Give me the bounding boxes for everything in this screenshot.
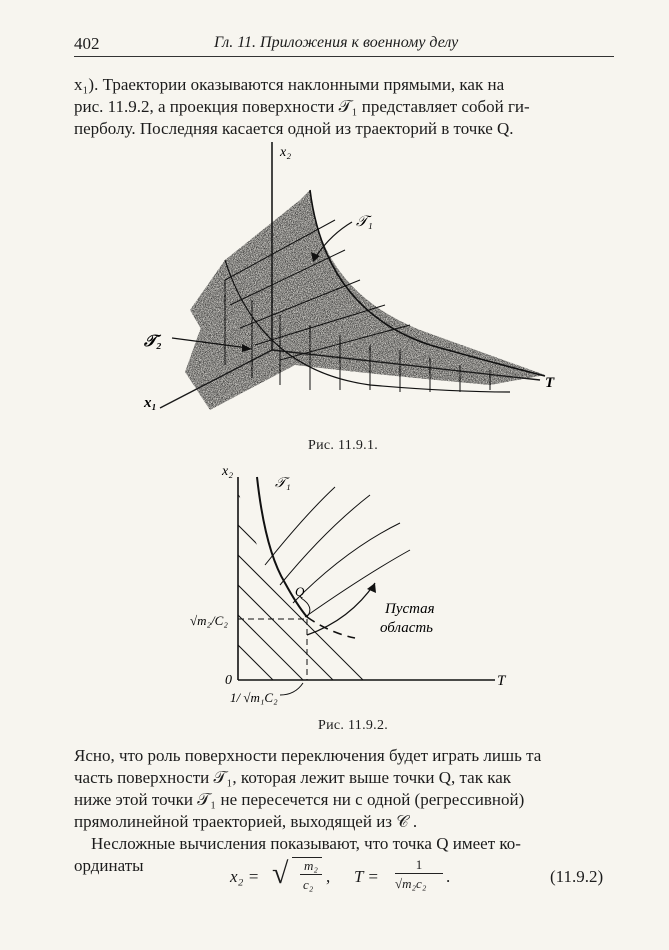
- text-line: рис. 11.9.2, а проекция поверхности 𝒯₁ представляет собой ги-: [74, 97, 530, 116]
- t1-curve-label: 𝒯₁: [275, 476, 291, 491]
- text-line: x₁). Траектории оказываются наклонными прямыми, как на: [74, 75, 505, 94]
- figure-11-9-2-drawing: [185, 455, 515, 715]
- text-line: прямолинейной траекторией, выходящей из 𝒞 .: [74, 812, 418, 831]
- formula-sqrt-sign: √: [272, 857, 289, 890]
- formula-frac2-den: √m₂c₂: [395, 876, 427, 891]
- t1-surface-label: 𝒯₁: [356, 214, 373, 230]
- t-axis-label: T: [545, 375, 555, 391]
- formula-x2-lhs: x₂ =: [230, 867, 260, 886]
- text-line: часть поверхности 𝒯₁, которая лежит выше точки Q, так как: [74, 768, 512, 787]
- x2-value-label: √m₂/C₂: [190, 613, 228, 628]
- figure-11-9-1: [130, 140, 570, 435]
- q-point-label: Q: [295, 584, 305, 599]
- trajectories: [265, 487, 410, 617]
- text-line: Несложные вычисления показывают, что точка Q имеет ко-: [74, 834, 521, 853]
- t2-surface-label: 𝒯₂: [144, 333, 162, 350]
- t1-curve-dashed: [307, 617, 355, 638]
- figure-11-9-1-caption: Рис. 11.9.1.: [308, 438, 379, 453]
- formula-frac1-den: c₂: [303, 877, 314, 892]
- empty-region-label-2: область: [380, 620, 434, 636]
- formula-end: .: [446, 867, 451, 886]
- formula-frac1-num: m₂: [300, 858, 322, 875]
- running-title: Гл. 11. Приложения к военному делу: [214, 34, 459, 51]
- t-value-leader: [280, 683, 303, 695]
- origin-label: 0: [225, 673, 232, 688]
- formula-number: (11.9.2): [550, 867, 604, 886]
- x1-axis-label: x₁: [144, 395, 157, 411]
- x2-axis-label: x₂: [280, 145, 292, 160]
- t-value-label: 1/ √m₁C₂: [230, 690, 278, 705]
- empty-region-label-1: Пустая: [385, 601, 435, 617]
- text-line: ниже этой точки 𝒯₁ не пересечется ни с одной (регрессивной): [74, 790, 525, 809]
- formula-frac2-num: 1: [395, 857, 443, 874]
- figure-11-9-2-caption: Рис. 11.9.2.: [318, 718, 389, 733]
- text-line: перболу. Последняя касается одной из траекторий в точке Q.: [74, 119, 514, 138]
- text-line: ординаты: [74, 856, 144, 875]
- figure-11-9-2: [185, 455, 515, 715]
- figure-11-9-1-drawing: [130, 140, 570, 435]
- top-paragraph: [74, 74, 614, 140]
- x2-axis-label: x₂: [222, 464, 234, 479]
- formula-11-9-2: [230, 855, 615, 899]
- formula-separator: ,: [326, 867, 331, 886]
- t-axis-label: T: [497, 673, 506, 689]
- page-number: 402: [74, 34, 100, 53]
- text-line: Ясно, что роль поверхности переключения будет играть лишь та: [74, 746, 542, 765]
- running-header: [74, 34, 614, 57]
- formula-t-lhs: T =: [354, 867, 379, 886]
